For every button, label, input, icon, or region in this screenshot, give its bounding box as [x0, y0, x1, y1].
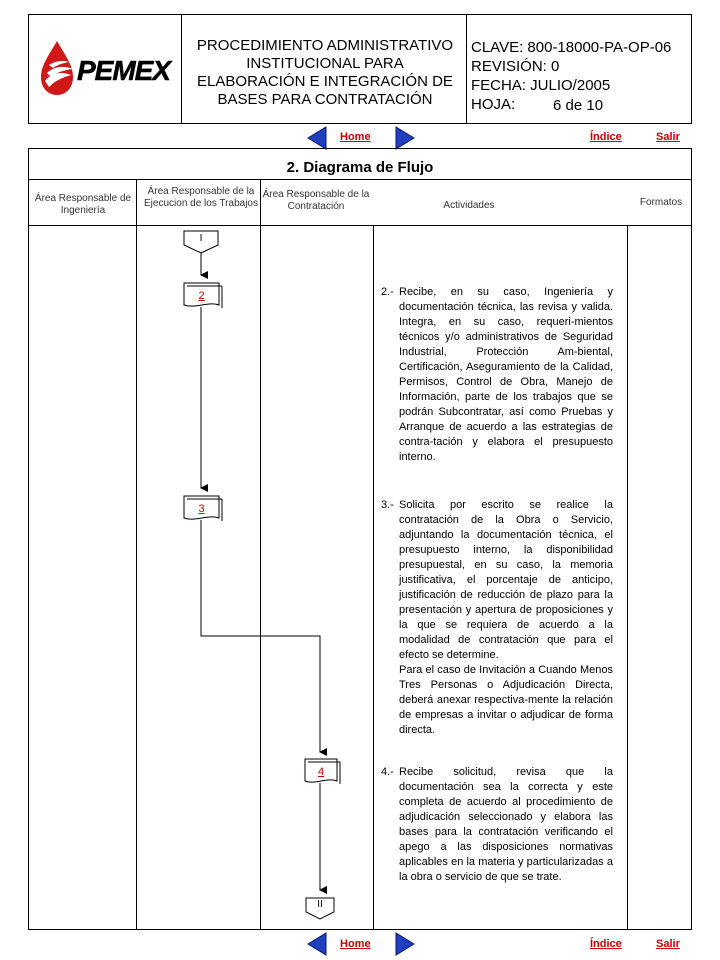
end-connector-label: II — [317, 899, 323, 910]
activity-text: Solicita por escrito se realice la contratación de la Obra o Servicio, adjuntando la documentación técnica, el presupuesto interno, la disponibilidad presupuestal, en su caso, la memoria justificativa, el porcentaje de anticipo, justificación de reducción de plazo para la presentación y apertura de proposiciones y la que se requiera de acuerdo a la modalidad de contratación que para el efecto se determine. — [399, 499, 613, 661]
index-link[interactable]: Índice — [590, 938, 622, 950]
procedure-title — [185, 37, 465, 109]
revision-field: REVISIÓN: 0 — [471, 58, 560, 75]
back-arrow-icon[interactable] — [306, 932, 328, 956]
title-line: ELABORACIÓN E INTEGRACIÓN DE — [197, 73, 453, 90]
pemex-logo — [35, 37, 177, 97]
index-link[interactable]: Índice — [590, 131, 622, 143]
exit-link[interactable]: Salir — [656, 938, 680, 950]
page-number: 6 de 10 — [553, 97, 604, 114]
column-header-contratacion: Área Responsable de la Contratación — [262, 189, 370, 212]
pemex-logo-text: PEMEX — [77, 55, 171, 86]
step-link-4[interactable]: 4 — [317, 766, 325, 778]
home-link[interactable]: Home — [340, 131, 371, 143]
activity-text: Recibe solicitud, revisa que la documentación sea la correcta y este completa de acuerdo al procedimiento de adjudicación seleccionado y elabora las bases para la contratación verificando el apego a las disposiciones normativas aplicables en la materia y particularizadas a la obra o servicio de que se trate. — [399, 766, 613, 883]
forward-arrow-icon[interactable] — [394, 932, 416, 956]
exit-link[interactable]: Salir — [656, 131, 680, 143]
activity-number: 4.- — [381, 766, 394, 778]
step-link-3[interactable]: 3 — [198, 503, 205, 515]
clave-field: CLAVE: 800-18000-PA-OP-06 — [471, 39, 672, 56]
forward-arrow-icon[interactable] — [394, 126, 416, 150]
flow-diagram-panel — [28, 148, 692, 930]
activity-text: Recibe, en su caso, Ingeniería y documentación técnica, las revisa y valida. Integra, en su caso, requeri-mientos técnicos y/o administrativos de Seguridad Industrial, Protección Am-biental, Certificación, Aseguramiento de la Calidad, Permisos, Control de Obra, Manejo de Información, parte de los trabajos que se podrán Subcontratar, así como Pruebas y Arranque de acuerdo a las estrategias de contra-tación y elabora el presupuesto interno. — [399, 286, 613, 463]
step-link-2[interactable]: 2 — [198, 290, 205, 302]
column-header-formatos: Formatos — [639, 197, 683, 208]
column-header-ejecucion: Área Responsable de la Ejecucion de los Trabajos — [144, 186, 258, 209]
activity-text-note: Para el caso de Invitación a Cuando Menos Tres Personas o Adjudicación Directa, deberá anexar respectiva-mente la relación de empresas a invitar o adjudicar de forma directa. — [399, 664, 613, 736]
hoja-field: HOJA: — [471, 96, 516, 113]
title-line: INSTITUCIONAL PARA — [246, 55, 404, 72]
activity-number: 2.- — [381, 286, 394, 298]
fecha-field: FECHA: JULIO/2005 — [471, 77, 611, 94]
back-arrow-icon[interactable] — [306, 126, 328, 150]
column-header-ingenieria: Área Responsable de Ingeniería — [34, 193, 132, 216]
document-header — [28, 14, 692, 124]
column-header-actividades: Actividades — [443, 200, 495, 211]
section-title: 2. Diagrama de Flujo — [286, 159, 434, 176]
home-link[interactable]: Home — [340, 938, 371, 950]
title-line: BASES PARA CONTRATACIÓN — [217, 91, 433, 108]
title-line: PROCEDIMIENTO ADMINISTRATIVO — [196, 37, 454, 54]
activity-number: 3.- — [381, 499, 394, 511]
start-connector-label: I — [199, 233, 203, 244]
